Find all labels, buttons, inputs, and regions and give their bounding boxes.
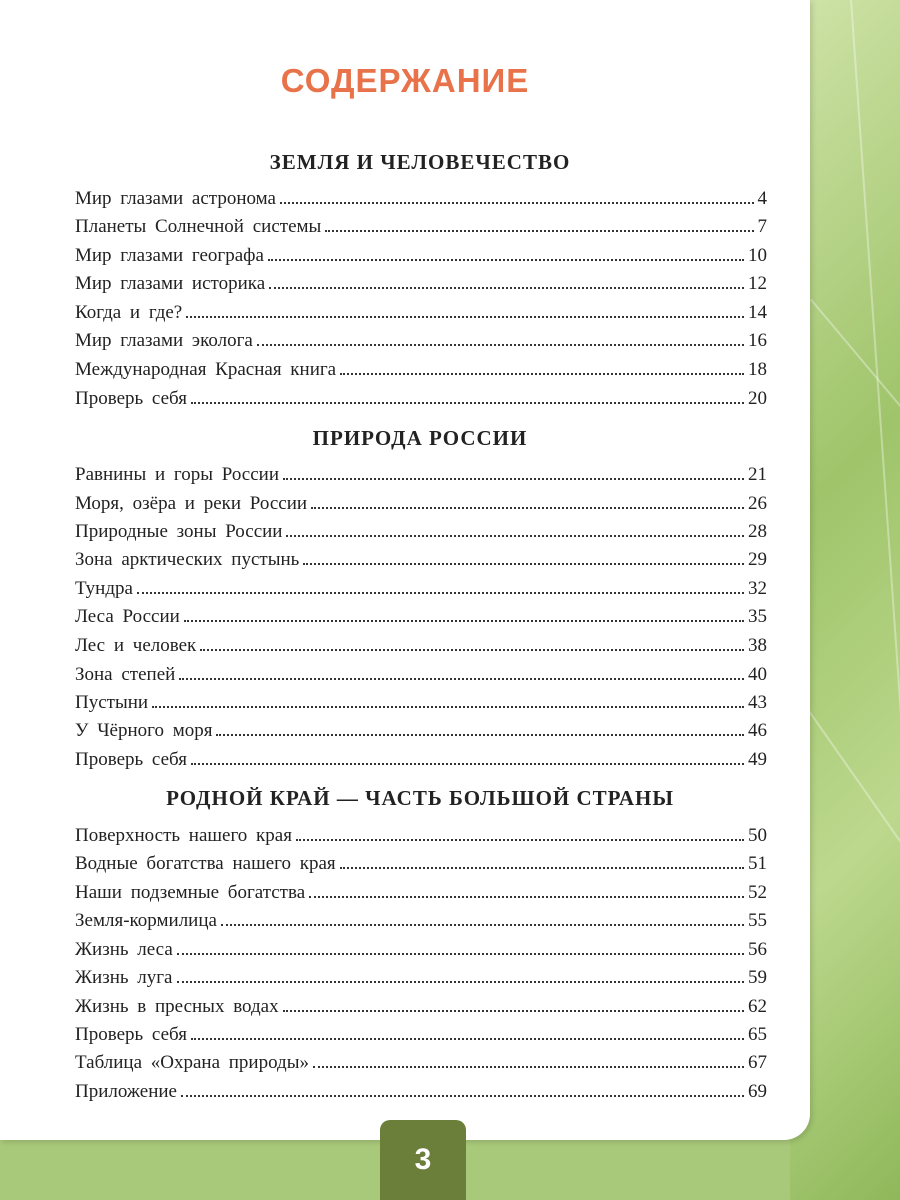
entry-label: Природные зоны России	[75, 521, 283, 542]
entry-label: Проверь себя	[75, 749, 187, 770]
entry-label: Жизнь леса	[75, 939, 173, 960]
entry-page: 12	[748, 273, 767, 294]
toc-entry[interactable]	[75, 959, 767, 987]
dot-leader	[191, 402, 744, 404]
dot-leader	[200, 649, 744, 651]
entry-page: 65	[748, 1024, 767, 1045]
entry-page: 32	[748, 578, 767, 599]
dot-leader	[179, 678, 744, 680]
toc-entry[interactable]	[75, 1044, 767, 1072]
entry-label: Проверь себя	[75, 1024, 187, 1045]
entry-page: 28	[748, 521, 767, 542]
entry-page: 7	[757, 216, 767, 237]
entry-label: Лес и человек	[75, 635, 197, 656]
entry-page: 18	[748, 359, 767, 380]
entry-page: 51	[748, 853, 767, 874]
entry-label: Пустыни	[75, 692, 149, 713]
page-title: СОДЕРЖАНИЕ	[280, 62, 530, 99]
dot-leader	[309, 896, 744, 898]
entry-page: 55	[748, 910, 767, 931]
dot-leader	[216, 734, 744, 736]
dot-leader	[152, 706, 744, 708]
toc-entry[interactable]	[75, 322, 767, 350]
section-title: ПРИРОДА РОССИИ	[312, 426, 528, 450]
dot-leader	[191, 1038, 744, 1040]
section-title: ЗЕМЛЯ И ЧЕЛОВЕЧЕСТВО	[269, 150, 571, 174]
entry-page: 10	[748, 245, 767, 266]
dot-leader	[296, 839, 744, 841]
entry-label: Жизнь в пресных водах	[75, 996, 279, 1017]
entry-label: Водные богатства нашего края	[75, 853, 336, 874]
toc-entry[interactable]	[75, 627, 767, 655]
dot-leader	[283, 478, 744, 480]
entry-page: 67	[748, 1052, 767, 1073]
dot-leader	[177, 953, 744, 955]
toc-entry[interactable]	[75, 902, 767, 930]
toc-entry[interactable]	[75, 485, 767, 513]
dot-leader	[177, 981, 745, 983]
dot-leader	[303, 563, 744, 565]
toc-entry[interactable]	[75, 294, 767, 322]
entry-page: 62	[748, 996, 767, 1017]
toc-entry[interactable]	[75, 931, 767, 959]
entry-label: Планеты Солнечной системы	[75, 216, 322, 237]
dot-leader	[340, 867, 744, 869]
toc-entry[interactable]	[75, 208, 767, 236]
entry-page: 69	[748, 1081, 767, 1102]
dot-leader	[286, 535, 744, 537]
entry-label: Мир глазами эколога	[75, 330, 253, 351]
entry-label: Приложение	[75, 1081, 177, 1102]
dot-leader	[325, 230, 753, 232]
entry-label: Жизнь луга	[75, 967, 173, 988]
dot-leader	[191, 763, 744, 765]
entry-label: Зона степей	[75, 664, 176, 685]
dot-leader	[257, 344, 744, 346]
entry-label: Проверь себя	[75, 388, 187, 409]
toc-entry[interactable]	[75, 656, 767, 684]
toc-entry[interactable]	[75, 712, 767, 740]
entry-page: 35	[748, 606, 767, 627]
entry-label: Равнины и горы России	[75, 464, 280, 485]
entry-label: Когда и где?	[75, 302, 183, 323]
dot-leader	[313, 1066, 744, 1068]
entry-page: 16	[748, 330, 767, 351]
entry-page: 20	[748, 388, 767, 409]
entry-label: У Чёрного моря	[75, 720, 213, 741]
entry-label: Таблица «Охрана природы»	[75, 1052, 309, 1073]
page-number-badge	[380, 1120, 466, 1200]
entry-label: Мир глазами географа	[75, 245, 264, 266]
toc-entry[interactable]	[75, 741, 767, 769]
entry-page: 21	[748, 464, 767, 485]
toc-entry[interactable]	[75, 1016, 767, 1044]
entry-page: 4	[757, 188, 767, 209]
entry-page: 52	[748, 882, 767, 903]
dot-leader	[221, 924, 744, 926]
entry-label: Поверхность нашего края	[75, 825, 292, 846]
dot-leader	[311, 507, 744, 509]
entry-page: 26	[748, 493, 767, 514]
toc-entry[interactable]	[75, 684, 767, 712]
entry-page: 43	[748, 692, 767, 713]
toc-entry[interactable]	[75, 988, 767, 1016]
entry-label: Мир глазами историка	[75, 273, 266, 294]
entry-page: 49	[748, 749, 767, 770]
toc-entry[interactable]	[75, 456, 767, 484]
toc-entry[interactable]	[75, 570, 767, 598]
entry-page: 46	[748, 720, 767, 741]
entry-page: 50	[748, 825, 767, 846]
entry-label: Мир глазами астронома	[75, 188, 276, 209]
dot-leader	[280, 202, 754, 204]
dot-leader	[137, 592, 744, 594]
page-number: 3	[414, 1143, 432, 1176]
entry-label: Тундра	[75, 578, 133, 599]
entry-page: 38	[748, 635, 767, 656]
toc-entry[interactable]	[75, 845, 767, 873]
entry-label: Наши подземные богатства	[75, 882, 306, 903]
entry-page: 14	[748, 302, 767, 323]
dot-leader	[268, 259, 744, 261]
toc-entry[interactable]	[75, 180, 767, 208]
toc-entry[interactable]	[75, 265, 767, 293]
toc-entry[interactable]	[75, 351, 767, 379]
dot-leader	[181, 1095, 744, 1097]
entry-label: Земля-кормилица	[75, 910, 217, 931]
entry-label: Международная Красная книга	[75, 359, 337, 380]
toc-entry[interactable]	[75, 380, 767, 408]
toc-entry[interactable]	[75, 1073, 767, 1101]
entry-label: Моря, озёра и реки России	[75, 493, 308, 514]
dot-leader	[283, 1010, 744, 1012]
toc-entry[interactable]	[75, 513, 767, 541]
toc-entry[interactable]	[75, 237, 767, 265]
dot-leader	[184, 620, 744, 622]
toc-entry[interactable]	[75, 541, 767, 569]
entry-page: 59	[748, 967, 767, 988]
entry-label: Зона арктических пустынь	[75, 549, 300, 570]
dot-leader	[340, 373, 744, 375]
section-title: РОДНОЙ КРАЙ — ЧАСТЬ БОЛЬШОЙ СТРАНЫ	[166, 786, 674, 810]
entry-label: Леса России	[75, 606, 180, 627]
entry-page: 29	[748, 549, 767, 570]
dot-leader	[186, 316, 744, 318]
entry-page: 56	[748, 939, 767, 960]
toc-entry[interactable]	[75, 598, 767, 626]
toc-entry[interactable]	[75, 874, 767, 902]
toc-entry[interactable]	[75, 817, 767, 845]
entry-page: 40	[748, 664, 767, 685]
dot-leader	[269, 287, 744, 289]
